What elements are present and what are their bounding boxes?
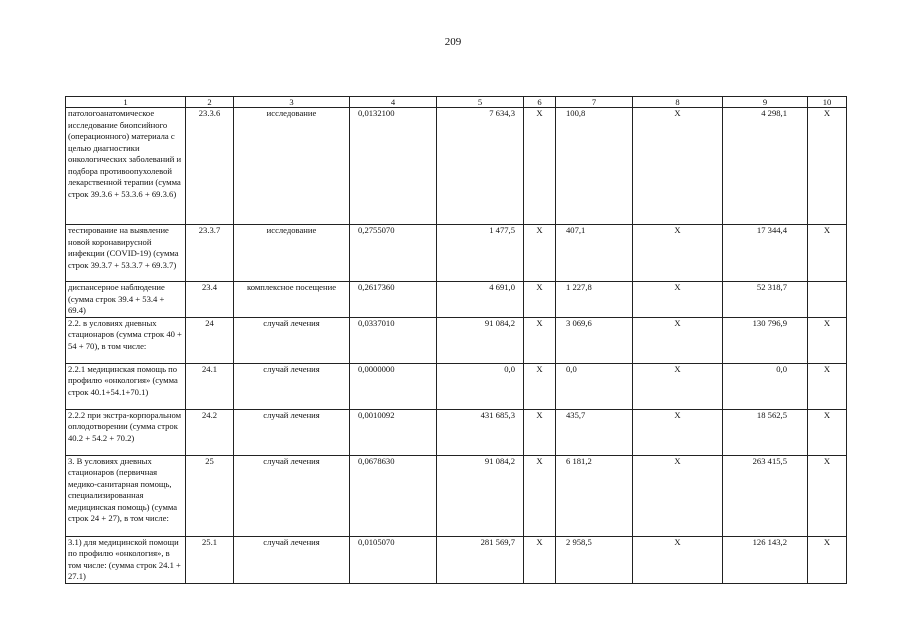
value-cell: 0,0678630 [350,455,437,536]
table-row [66,363,847,409]
value-cell: 1 477,5 [437,225,524,282]
unit-cell: случай лечения [234,536,350,583]
value-cell: X [524,317,556,363]
column-header: 9 [723,97,808,108]
page-number: 209 [444,36,462,48]
row-description: 2.2. в условиях дневных стационаров (сумма строк 40 + 54 + 70), в том числе: [66,317,186,363]
unit-cell: исследование [234,225,350,282]
value-cell: 0,0 [723,363,808,409]
table-row [66,108,847,225]
row-number: 24.1 [186,363,234,409]
value-cell: 126 143,2 [723,536,808,583]
value-cell: 0,2617360 [350,282,437,318]
row-number: 23.3.7 [186,225,234,282]
value-cell: 4 691,0 [437,282,524,318]
value-cell: 52 318,7 [723,282,808,318]
value-cell: 17 344,4 [723,225,808,282]
value-cell: 281 569,7 [437,536,524,583]
value-cell: X [808,225,847,282]
value-cell: X [633,108,723,225]
value-cell: X [808,409,847,455]
row-number: 25 [186,455,234,536]
value-cell: X [524,225,556,282]
header-row [66,97,847,108]
row-number: 23.3.6 [186,108,234,225]
value-cell: 0,0000000 [350,363,437,409]
column-header: 2 [186,97,234,108]
unit-cell: случай лечения [234,317,350,363]
value-cell: 18 562,5 [723,409,808,455]
column-header: 7 [556,97,633,108]
value-cell: X [808,363,847,409]
value-cell: X [633,282,723,318]
column-header: 8 [633,97,723,108]
table-row [66,409,847,455]
row-description: диспансерное наблюдение (сумма строк 39.4 + 53.4 + 69.4) [66,282,186,318]
column-header: 6 [524,97,556,108]
value-cell: 0,0010092 [350,409,437,455]
value-cell: 407,1 [556,225,633,282]
value-cell: 7 634,3 [437,108,524,225]
unit-cell: случай лечения [234,409,350,455]
column-header: 4 [350,97,437,108]
value-cell: 4 298,1 [723,108,808,225]
value-cell: 0,0337010 [350,317,437,363]
unit-cell: случай лечения [234,455,350,536]
value-cell: X [633,363,723,409]
value-cell: X [808,108,847,225]
unit-cell: случай лечения [234,363,350,409]
row-description: 3. В условиях дневных стационаров (первичная медико-санитарная помощь, специализированная медицинская помощь) (сумма строк 24 + 27), в том числе: [66,455,186,536]
value-cell: 0,0105070 [350,536,437,583]
table-row [66,225,847,282]
value-cell: 91 084,2 [437,317,524,363]
value-cell: 100,8 [556,108,633,225]
row-number: 23.4 [186,282,234,318]
value-cell: 130 796,9 [723,317,808,363]
table-row [66,317,847,363]
value-cell: X [808,317,847,363]
value-cell: 0,2755070 [350,225,437,282]
value-cell: X [808,536,847,583]
row-number: 24 [186,317,234,363]
value-cell: X [524,455,556,536]
row-description: 2.2.2 при экстра-корпоральном оплодотворении (сумма строк 40.2 + 54.2 + 70.2) [66,409,186,455]
value-cell: X [524,282,556,318]
unit-cell: комплексное посещение [234,282,350,318]
unit-cell: исследование [234,108,350,225]
value-cell: X [524,409,556,455]
row-number: 25.1 [186,536,234,583]
value-cell: X [524,536,556,583]
column-header: 3 [234,97,350,108]
value-cell: 0,0 [556,363,633,409]
table-row [66,282,847,318]
value-cell: X [808,455,847,536]
table-row [66,455,847,536]
value-cell: 2 958,5 [556,536,633,583]
row-number: 24.2 [186,409,234,455]
value-cell: X [524,363,556,409]
value-cell: X [633,409,723,455]
value-cell: 0,0132100 [350,108,437,225]
value-cell: X [633,317,723,363]
value-cell: 1 227,8 [556,282,633,318]
value-cell: 3 069,6 [556,317,633,363]
row-description: 3.1) для медицинской помощи по профилю «онкология», в том числе: (сумма строк 24.1 + 27.1) [66,536,186,583]
value-cell: 91 084,2 [437,455,524,536]
value-cell [808,282,847,318]
value-cell: X [633,455,723,536]
row-description: 2.2.1 медицинская помощь по профилю «онкология» (сумма строк 40.1+54.1+70.1) [66,363,186,409]
value-cell: 435,7 [556,409,633,455]
value-cell: 263 415,5 [723,455,808,536]
value-cell: 431 685,3 [437,409,524,455]
row-description: тестирование на выявление новой коронавирусной инфекции (COVID-19) (сумма строк 39.3.7 + 53.3.7 + 69.3.7) [66,225,186,282]
value-cell: X [524,108,556,225]
value-cell: X [633,536,723,583]
value-cell: X [633,225,723,282]
value-cell: 0,0 [437,363,524,409]
column-header: 1 [66,97,186,108]
column-header: 5 [437,97,524,108]
column-header: 10 [808,97,847,108]
row-description: патологоанатомическое исследование биопсийного (операционного) материала с целью диагностики онкологических заболеваний и подбора противоопухолевой лекарственной терапии (сумма строк 39.3.6 + 53.3.6 + 69.3.6) [66,108,186,225]
value-cell: 6 181,2 [556,455,633,536]
data-table [65,96,847,584]
table-row [66,536,847,583]
